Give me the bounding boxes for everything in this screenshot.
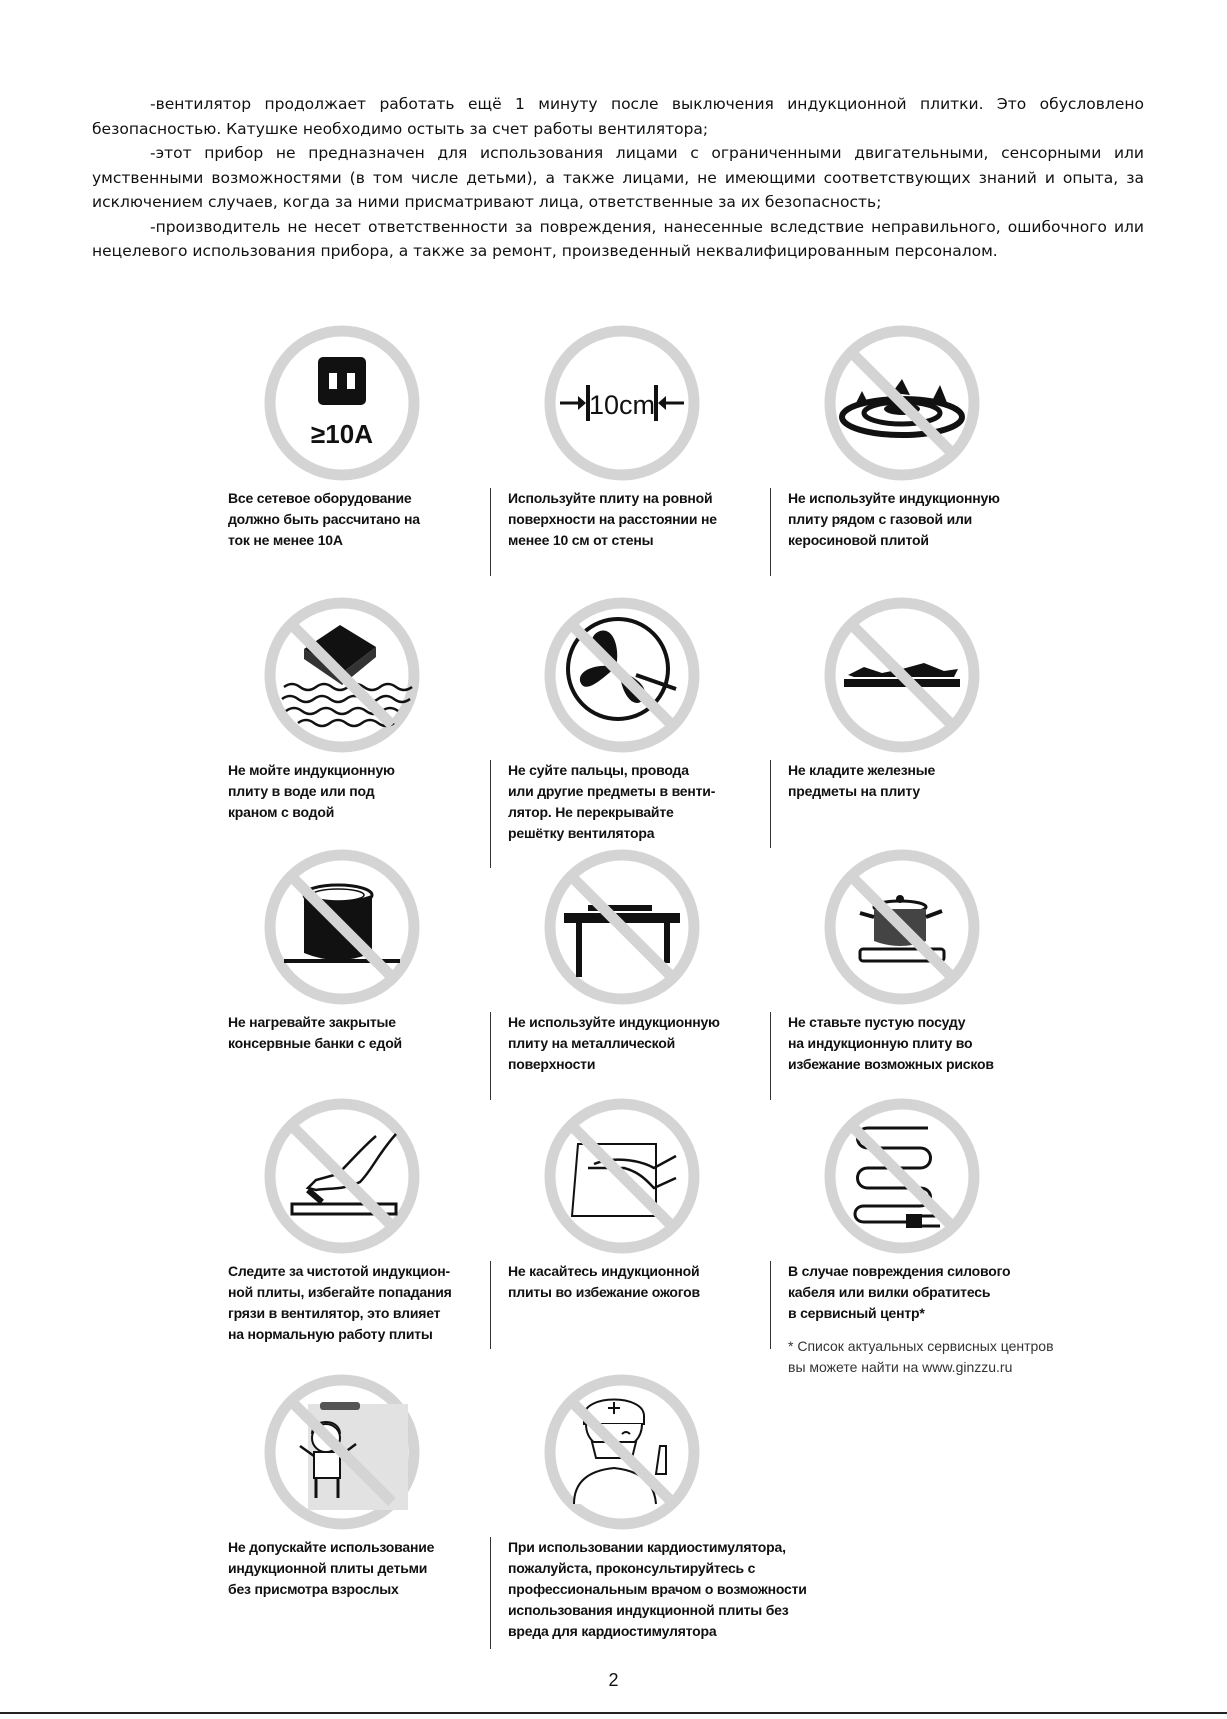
warning-cell [788,597,1064,847]
child-icon [264,1374,420,1530]
caption: Используйте плиту на ровной поверхности на расстоянии не менее 10 см от стены [508,490,717,548]
intro-text [92,92,1144,264]
divider [490,488,491,576]
warning-cell [228,849,504,1099]
caption: Не используйте индукционную плиту рядом с газовой или керосиновой плитой [788,490,1000,548]
cleaning-hand-icon [264,1098,420,1254]
intro-paragraph: -этот прибор не предназначен для использования лицами с ограниченными двигательными, сенсорными или умственными возможностями (в том числе детьми), а также лицами, не имеющими соответствующих знаний и опыта, за исключением случаев, когда за ними присматривают лица, ответственные за их безопасность; [92,144,1144,211]
iron-objects-icon [824,597,980,753]
warning-cell [508,325,784,575]
warning-cell [228,1098,504,1348]
empty-pot-icon [824,849,980,1005]
caption: Не касайтесь индукционной плиты во избежание ожогов [508,1263,700,1300]
caption: Не мойте индукционную плиту в воде или под краном с водой [228,762,395,820]
power-socket-icon [264,325,420,481]
warning-cell [508,1098,784,1348]
power-cable-icon [824,1098,980,1254]
divider [770,760,771,848]
fan-icon [544,597,700,753]
divider [770,488,771,576]
warning-cell [228,597,504,847]
warning-cell [508,597,784,847]
doctor-icon [544,1374,700,1530]
warning-cell [788,849,1064,1099]
water-wash-icon [264,597,420,753]
caption: При использовании кардиостимулятора, пожалуйста, проконсультируйтесь с профессиональным врачом о возможности использования индукционной плиты без вреда для кардиостимулятора [508,1539,807,1639]
caption: Не используйте индукционную плиту на металлической поверхности [508,1014,720,1072]
warning-cell [228,325,504,575]
intro-paragraph: -производитель не несет ответственности за повреждения, нанесенные вследствие неправильного, ошибочного или нецелевого использования прибора, а также за ремонт, произведенный неквалифицированным персоналом. [92,217,1144,260]
divider [490,1537,491,1649]
caption: В случае повреждения силового кабеля или вилки обратитесь в сервисный центр* [788,1263,1011,1321]
warning-cell [508,849,784,1099]
caption: Не допускайте использование индукционной плиты детьми без присмотра взрослых [228,1539,435,1597]
page-number: 2 [608,1670,619,1690]
caption: Не суйте пальцы, провода или другие предметы в венти- лятор. Не перекрывайте решётку вентилятора [508,762,716,841]
intro-paragraph: -вентилятор продолжает работать ещё 1 минуту после выключения индукционной плитки. Это обусловлено безопасностью. Катушке необходимо остыть за счет работы вентилятора; [92,95,1144,138]
socket-label: ≥10A [311,419,373,449]
warning-cell [508,1374,807,1639]
warning-cell [788,325,1064,575]
caption: Не нагревайте закрытые консервные банки с едой [228,1014,402,1051]
warning-cell [788,1098,1064,1348]
divider [770,1012,771,1100]
metal-surface-icon [544,849,700,1005]
canned-food-icon [264,849,420,1005]
caption: Не ставьте пустую посуду на индукционную плиту во избежание возможных рисков [788,1014,994,1072]
bottom-rule [0,1712,1227,1714]
distance-10cm-icon [544,325,700,481]
caption: Следите за чистотой индукцион- ной плиты, избегайте попадания грязи в вентилятор, это влияет на нормальную работу плиты [228,1263,452,1342]
gas-stove-icon [824,325,980,481]
caption: Все сетевое оборудование должно быть рассчитано на ток не менее 10А [228,490,420,548]
distance-label: 10cm [588,390,656,420]
caption: Не кладите железные предметы на плиту [788,762,936,799]
divider [490,1261,491,1349]
divider [490,1012,491,1100]
divider [770,1261,771,1349]
warning-cell [228,1374,504,1624]
hot-surface-hand-icon [544,1098,700,1254]
service-footnote: * Список актуальных сервисных центров вы можете найти на www.ginzzu.ru [788,1338,1054,1375]
